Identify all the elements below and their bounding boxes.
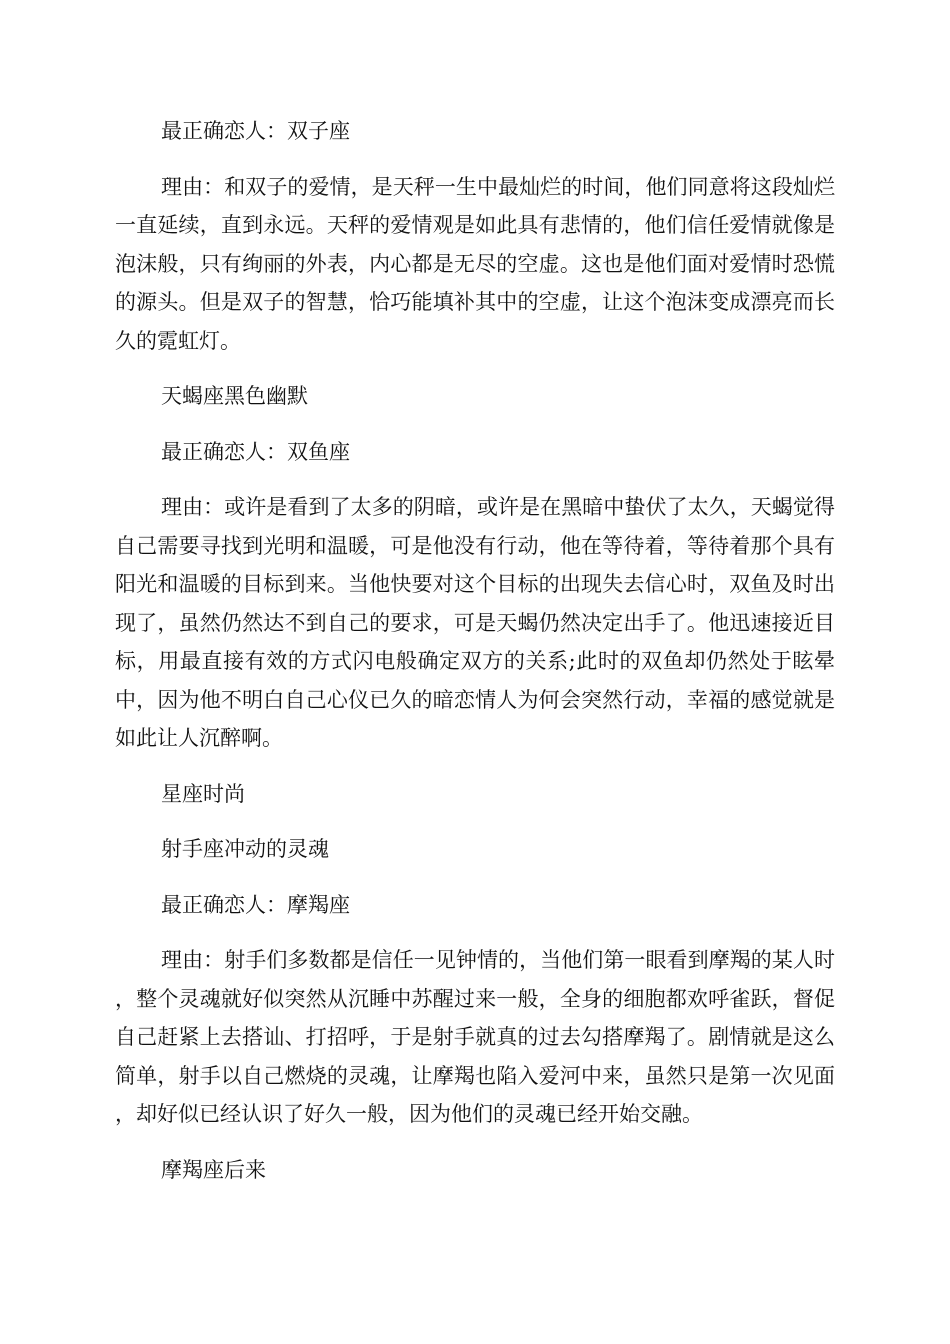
- reason-paragraph-libra: 理由：和双子的爱情，是天秤一生中最灿烂的时间，他们同意将这段灿烂一直延续，直到永远。天秤的爱情观是如此具有悲情的，他们信任爱情就像是泡沫般，只有绚丽的外表，内心都是无尽的空虚。这也是他们面对爱情时恐慌的源头。但是双子的智慧，恰巧能填补其中的空虚，让这个泡沫变成漂亮而长久的霓虹灯。: [115, 174, 835, 353]
- document-body: [115, 112, 835, 1206]
- section-heading-capricorn: 摩羯座后来: [161, 1157, 266, 1182]
- lover-heading-gemini: 最正确恋人：双子座: [161, 119, 350, 143]
- section-heading-sagittarius: 射手座冲动的灵魂: [161, 837, 329, 861]
- section-heading-fashion: 星座时尚: [161, 781, 245, 806]
- reason-paragraph-scorpio: 理由：或许是看到了太多的阴暗，或许是在黑暗中蛰伏了太久，天蝎觉得自己需要寻找到光明和温暖，可是他没有行动，他在等待着，等待着那个具有阳光和温暖的目标到来。当他快要对这个目标的出现失去信心时，双鱼及时出现了，虽然仍然达不到自己的要求，可是天蝎仍然决定出手了。他迅速接近目标，用最直接有效的方式闪电般确定双方的关系;此时的双鱼却仍然处于眩晕中，因为他不明白自己心仪已久的暗恋情人为何会突然行动，幸福的感觉就是如此让人沉醉啊。: [115, 495, 835, 750]
- reason-paragraph-sagittarius: 理由：射手们多数都是信任一见钟情的，当他们第一眼看到摩羯的某人时，整个灵魂就好似突然从沉睡中苏醒过来一般，全身的细胞都欢呼雀跃，督促自己赶紧上去搭讪、打招呼，于是射手就真的过去勾搭摩羯了。剧情就是这么简单，射手以自己燃烧的灵魂，让摩羯也陷入爱河中来，虽然只是第一次见面，却好似已经认识了好久一般，因为他们的灵魂已经开始交融。: [115, 948, 835, 1126]
- section-heading-scorpio: 天蝎座黑色幽默: [161, 384, 308, 408]
- lover-heading-pisces: 最正确恋人：双鱼座: [161, 439, 350, 464]
- lover-heading-capricorn: 最正确恋人：摩羯座: [161, 892, 350, 917]
